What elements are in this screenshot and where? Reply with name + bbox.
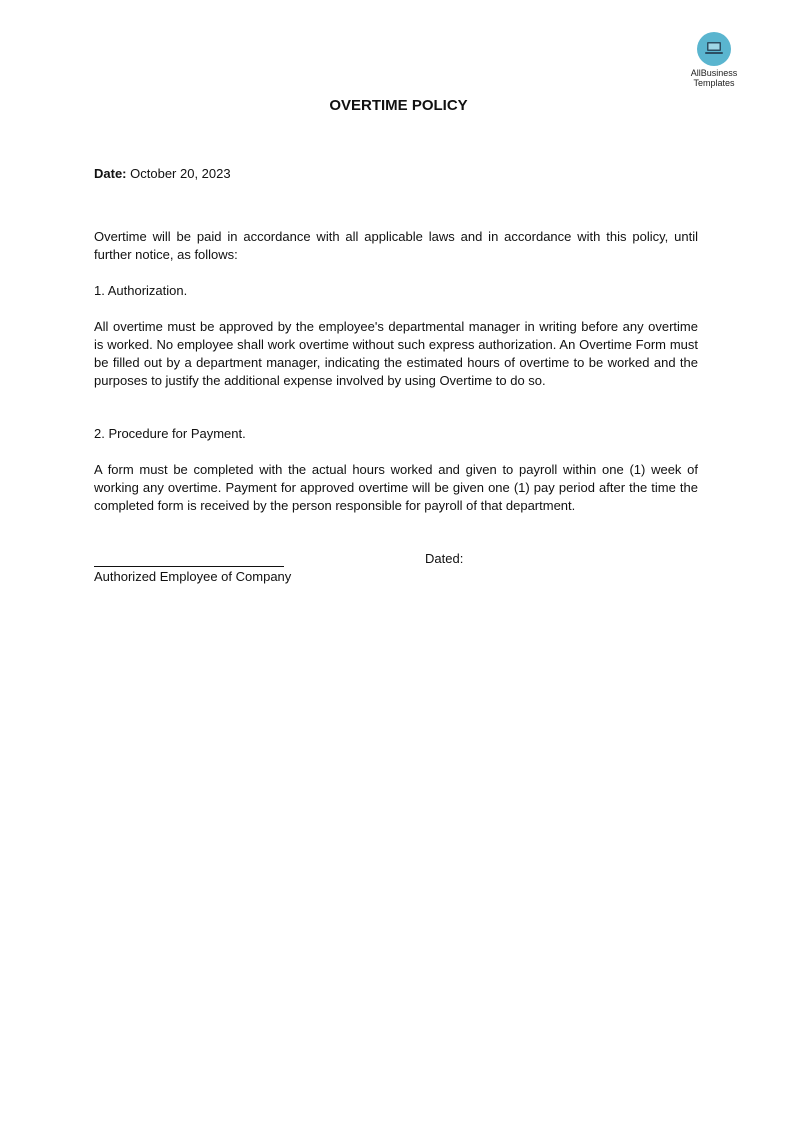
logo-circle xyxy=(697,32,731,66)
section-1-heading: 1. Authorization. xyxy=(94,283,188,298)
intro-paragraph: Overtime will be paid in accordance with all applicable laws and in accordance with this policy, until further notice, as follows: xyxy=(94,229,698,262)
laptop-icon xyxy=(704,41,724,56)
signature-label: Authorized Employee of Company xyxy=(94,569,292,584)
date-line xyxy=(94,166,231,181)
document-title: OVERTIME POLICY xyxy=(329,97,468,114)
logo-text xyxy=(678,68,750,88)
logo-text-line2: Templates xyxy=(693,78,735,88)
date-label: Date: xyxy=(94,166,127,181)
signature-line xyxy=(94,566,284,567)
section-1-paragraph: All overtime must be approved by the employee's departmental manager in writing before any overtime is worked. No employee shall work overtime without such express authorization. An Overtime Form must be filled out by a department manager, indicating the estimated hours of overtime to be worked and the purposes to justify the additional expense involved by using Overtime to do so. xyxy=(94,319,698,388)
logo-text-line1: AllBusiness xyxy=(690,68,738,78)
allbusiness-logo xyxy=(678,32,750,88)
section-2-paragraph: A form must be completed with the actual hours worked and given to payroll within one (1) week of working any overtime. Payment for approved overtime will be given one (1) pay period after the time the completed form is received by the person responsible for payroll of that department. xyxy=(94,462,698,513)
section-2-heading: 2. Procedure for Payment. xyxy=(94,426,246,441)
date-value: October 20, 2023 xyxy=(130,166,231,181)
dated-label: Dated: xyxy=(425,551,464,566)
